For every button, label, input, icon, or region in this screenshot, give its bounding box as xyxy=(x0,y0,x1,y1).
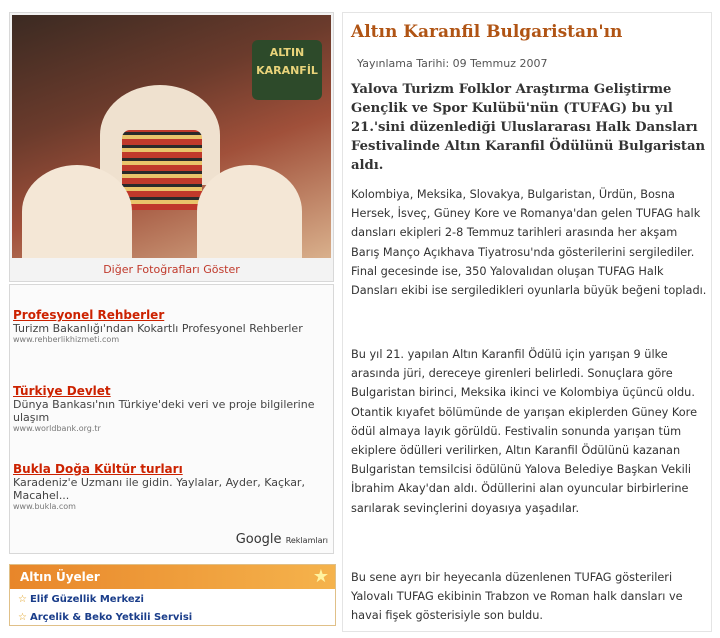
ad-title-link[interactable]: Profesyonel Rehberler xyxy=(13,308,165,322)
news-photo[interactable] xyxy=(12,15,331,258)
star-icon: ★ xyxy=(312,566,329,587)
festival-sign: ALTIN KARANFİL xyxy=(252,40,322,100)
gold-members-panel xyxy=(9,564,336,626)
ad-item xyxy=(13,462,329,511)
photo-figure xyxy=(197,165,302,258)
member-link[interactable]: Arçelik & Beko Yetkili Servisi xyxy=(29,612,193,623)
ad-url[interactable]: www.bukla.com xyxy=(13,502,76,511)
sponsored-links xyxy=(9,284,334,554)
star-icon: ☆ xyxy=(18,594,27,605)
gold-members-title: Altın Üyeler xyxy=(20,570,100,584)
article-title: Altın Karanfil Bulgaristan'ın xyxy=(351,22,623,42)
ad-url[interactable]: www.rehberlikhizmeti.com xyxy=(13,335,120,344)
ad-title-link[interactable]: Bukla Doğa Kültür turları xyxy=(13,462,183,476)
gold-members-header xyxy=(10,565,335,589)
more-photos-link[interactable]: Diğer Fotoğrafları Göster xyxy=(103,263,240,276)
member-item[interactable] xyxy=(10,607,335,625)
google-logo: Google xyxy=(235,532,282,547)
ad-description: Dünya Bankası'nın Türkiye'deki veri ve proje bilgilerine ulaşım xyxy=(13,398,315,424)
publish-date: Yayınlama Tarihi: 09 Temmuz 2007 xyxy=(357,57,548,70)
member-item[interactable] xyxy=(10,589,335,607)
photo-box xyxy=(9,12,334,282)
ad-description: Turizm Bakanlığı'ndan Kokartlı Profesyonel Rehberler xyxy=(13,322,303,335)
google-ads-badge[interactable] xyxy=(236,532,328,547)
article-paragraph: Bu yıl 21. yapılan Altın Karanfil Ödülü için yarışan 9 ülke arasında jüri, dereceye girenleri belirledi. Sonuçlara göre Bulgaristan birinci, Meksika ikinci ve Kolombiya üçüncü oldu. Otantik kıyafet bölümünde de yarışan ekiplerden Güney Kore ödül almaya layık görüldü. Festivalin sonunda yarışan tüm ekiplere ödülleri verilirken, Altın Karanfil Ödülünü kazanan Bulgaristan temsilcisi ödülünü Yalova Belediye Başkan Vekili İbrahim Akay'dan aldı. Ödüllerini alan oyuncular birbirlerine sarılarak sevinçlerini doyasıya yaşadılar. xyxy=(351,348,698,515)
left-column xyxy=(9,12,334,626)
article-paragraph: Bu sene ayrı bir heyecanla düzenlenen TUFAG gösterileri Yalovalı TUFAG ekibinin Trabzon ve Roman halk dansları ve havai fişek gösterisiyle son buldu. xyxy=(351,571,683,623)
article-paragraph: Kolombiya, Meksika, Slovakya, Bulgaristan, Ürdün, Bosna Hersek, İsveç, Güney Kore ve Romanya'dan gelen TUFAG halk dansları ekipleri 2-8 Temmuz tarihleri arasında her akşam Barış Manço Açıkhava Tiyatrosu'nda gösterilerini sergilediler. Final gecesinde ise, 350 Yalovalıdan oluşan TUFAG Halk Dansları ekibi ise sergiledikleri oyunlarla büyük beğeni topladı. xyxy=(351,188,707,298)
ad-item xyxy=(13,308,303,344)
member-link[interactable]: Elif Güzellik Merkezi xyxy=(29,594,144,605)
ad-description: Karadeniz'e Uzmanı ile gidin. Yaylalar, Ayder, Kaçkar, Macahel... xyxy=(13,476,305,502)
google-ads-suffix: Reklamları xyxy=(285,536,328,545)
star-icon: ☆ xyxy=(18,612,27,623)
article-lead: Yalova Turizm Folklor Araştırma Geliştirme Gençlik ve Spor Kulübü'nün (TUFAG) bu yıl 21.'sini düzenlediği Uluslararası Halk Dansları Festivalinde Altın Karanfil Ödülünü Bulgaristan aldı. xyxy=(351,82,706,173)
photo-figure xyxy=(22,165,132,258)
ad-url[interactable]: www.worldbank.org.tr xyxy=(13,424,101,433)
article-panel xyxy=(342,12,712,632)
ad-title-link[interactable]: Türkiye Devlet xyxy=(13,384,111,398)
ad-item xyxy=(13,384,329,433)
photo-dress xyxy=(122,130,202,210)
